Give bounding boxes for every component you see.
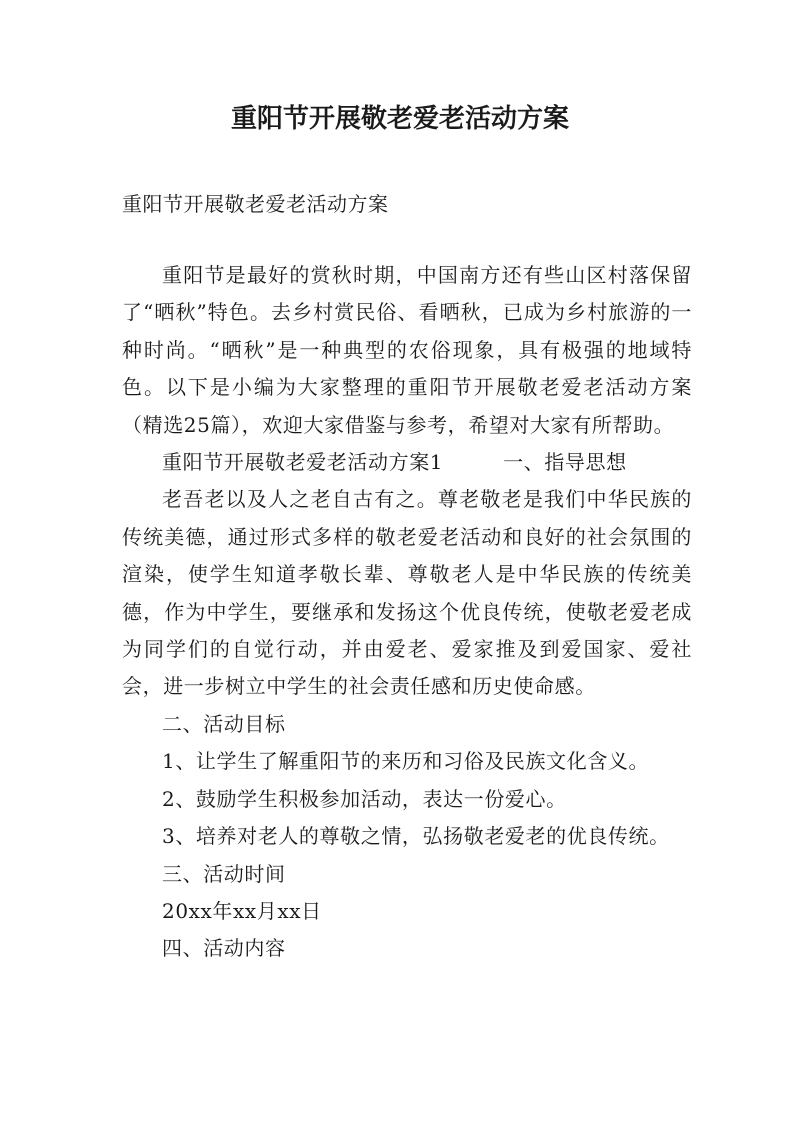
section1-paragraph: 老吾老以及人之老自古有之。尊老敬老是我们中华民族的传统美德，通过形式多样的敬老爱老活动和良好的社会氛围的渲染，使学生知道孝敬长辈、尊敬老人是中华民族的传统美德，作为中学生，要继承和发扬这个优良传统，使敬老爱老成为同学们的自觉行动，并由爱老、爱家推及到爱国家、爱社会，进一步树立中学生的社会责任感和历史使命感。 (122, 487, 692, 699)
goal-item: 1、让学生了解重阳节的来历和习俗及民族文化含义。 (162, 749, 650, 774)
section4-heading: 四、活动内容 (162, 936, 286, 961)
plan-heading: 重阳节开展敬老爱老活动方案1 (162, 450, 444, 475)
activity-date: 20xx年xx月xx日 (162, 898, 322, 923)
section2-heading: 二、活动目标 (162, 711, 286, 736)
document-subtitle: 重阳节开展敬老爱老活动方案 (122, 192, 389, 216)
section1-heading: 一、指导思想 (503, 450, 627, 475)
document-body (122, 257, 692, 968)
document-title: 重阳节开展敬老爱老活动方案 (230, 104, 569, 134)
intro-paragraph: 重阳节是最好的赏秋时期，中国南方还有些山区村落保留了“晒秋”特色。去乡村赏民俗、看晒秋，已成为乡村旅游的一种时尚。“晒秋”是一种典型的农俗现象，具有极强的地域特色。以下是小编为大家整理的重阳节开展敬老爱老活动方案（精选25篇），欢迎大家借鉴与参考，希望对大家有所帮助。 (122, 263, 692, 437)
goal-item: 2、鼓励学生积极参加活动，表达一份爱心。 (162, 786, 567, 811)
section3-heading: 三、活动时间 (162, 861, 286, 886)
plan-heading-line (122, 444, 692, 481)
goal-item: 3、培养对老人的尊敬之情，弘扬敬老爱老的优良传统。 (162, 824, 670, 849)
